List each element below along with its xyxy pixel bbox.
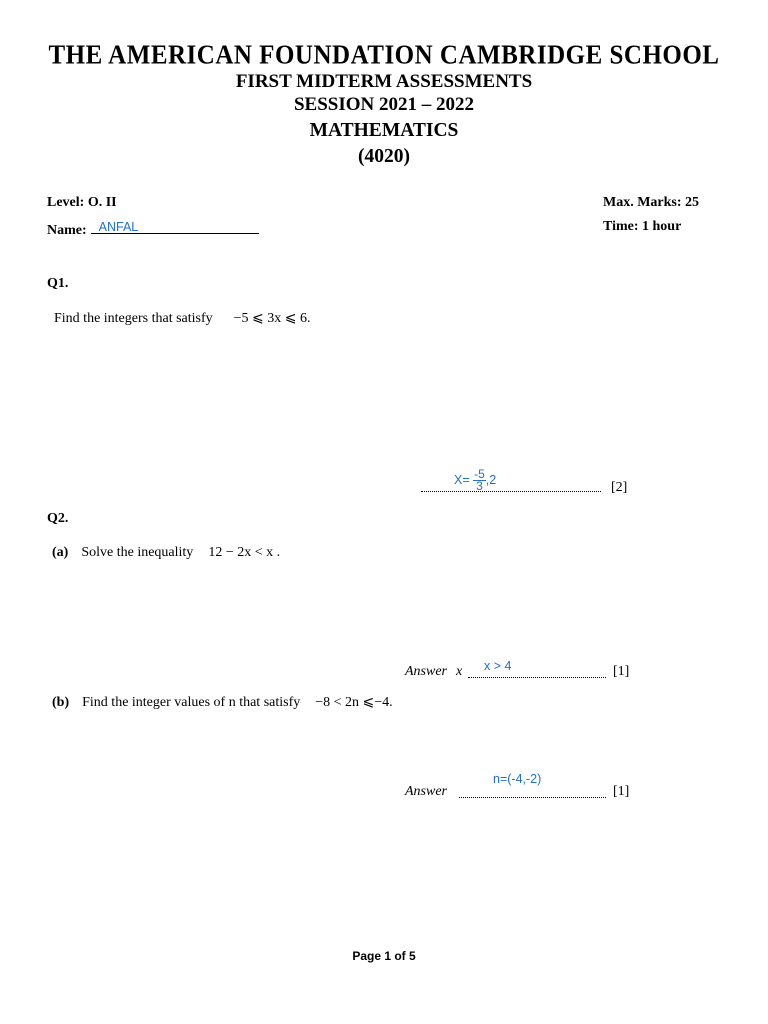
q1-answer-line[interactable] — [421, 491, 601, 492]
q2a-question — [52, 545, 280, 561]
assessment-title: FIRST MIDTERM ASSESSMENTS — [235, 71, 533, 92]
q1-answer — [454, 469, 496, 492]
q1-answer-fraction — [473, 469, 486, 492]
subject-code: (4020) — [358, 146, 410, 167]
q1-label: Q1. — [47, 276, 69, 291]
subject-title: MATHEMATICS — [309, 120, 459, 141]
q2a-answer-word: Answer — [405, 664, 447, 679]
school-name: THE AMERICAN FOUNDATION CAMBRIDGE SCHOOL — [48, 40, 720, 71]
name-value: ANFAL — [98, 220, 139, 234]
q2b-inequality: −8 < 2n ⩽−4. — [315, 695, 393, 710]
q1-marks: [2] — [611, 480, 628, 495]
q2a-marks: [1] — [613, 664, 630, 679]
q1-question — [54, 310, 311, 327]
q1-answer-suffix: ,2 — [485, 472, 497, 487]
q1-fraction-numerator: -5 — [474, 467, 485, 481]
q2b-question — [52, 694, 393, 711]
page-number: Page 1 of 5 — [352, 949, 416, 963]
session-title: SESSION 2021 – 2022 — [293, 94, 475, 115]
q2b-part-label: (b) — [52, 695, 70, 710]
q2a-answer-line[interactable] — [468, 677, 606, 678]
max-marks-label: Max. Marks: 25 — [603, 195, 700, 210]
q1-answer-prefix: X= — [454, 472, 470, 487]
q2b-answer-line[interactable] — [459, 797, 606, 798]
q1-text: Find the integers that satisfy — [54, 311, 213, 326]
name-field-row — [47, 219, 259, 239]
q2a-text: Solve the inequality — [81, 545, 194, 560]
q2-label: Q2. — [47, 511, 69, 526]
name-field[interactable] — [91, 219, 259, 234]
q2a-part-label: (a) — [52, 545, 69, 560]
q2a-answer-value: x > 4 — [484, 659, 512, 673]
q2a-answer-var: x — [456, 664, 463, 679]
q2b-marks: [1] — [613, 784, 630, 799]
q2b-answer-word: Answer — [405, 784, 447, 799]
q2b-text: Find the integer values of n that satisfy — [82, 695, 301, 710]
q1-inequality: −5 ⩽ 3x ⩽ 6. — [233, 311, 311, 326]
level-label: Level: O. II — [47, 195, 117, 210]
q2a-inequality: 12 − 2x < x . — [208, 545, 281, 560]
q1-fraction-denominator: 3 — [476, 479, 483, 493]
q2b-answer-value: n=(-4,-2) — [493, 772, 542, 786]
time-label: Time: 1 hour — [603, 219, 682, 234]
name-label: Name: — [47, 223, 87, 238]
